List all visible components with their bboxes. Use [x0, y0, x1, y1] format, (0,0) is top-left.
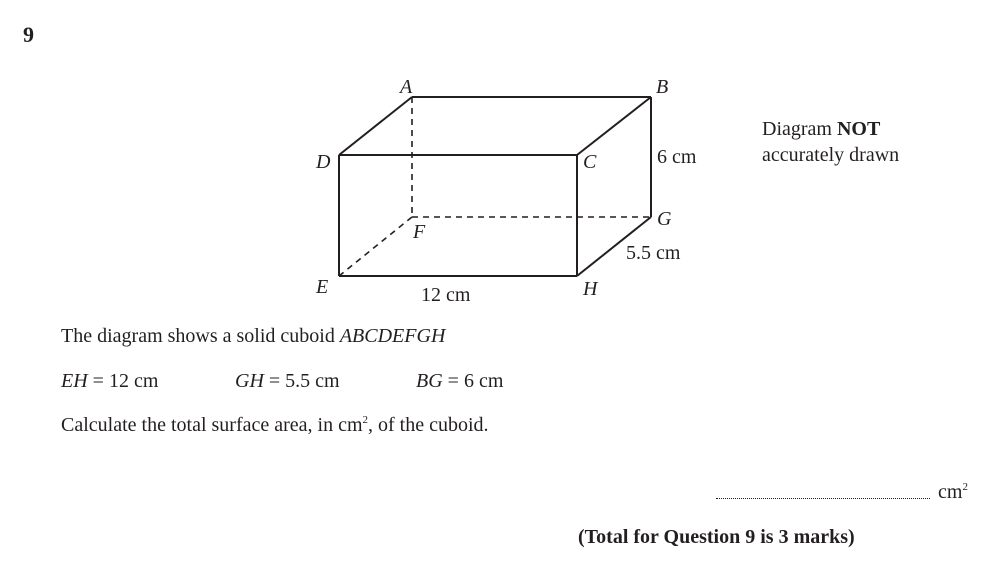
measurement-eh-name: EH [61, 370, 88, 392]
measurement-bg-value: = 6 cm [442, 370, 504, 392]
measurement-gh-name: GH [235, 370, 264, 392]
edge-bc [577, 97, 651, 155]
measurement-gh [235, 370, 340, 393]
instruction-text-end: , of the cuboid. [368, 414, 489, 436]
answer-unit [938, 481, 968, 504]
total-marks: (Total for Question 9 is 3 marks) [578, 526, 855, 548]
measurement-eh-value: = 12 cm [87, 370, 159, 392]
question-number: 9 [23, 22, 34, 47]
edge-label-bg: 6 cm [657, 146, 697, 168]
measurement-bg-name: BG [416, 370, 443, 392]
edge-fe [339, 217, 412, 276]
vertex-label-g: G [657, 208, 672, 230]
edge-label-eh: 12 cm [421, 284, 471, 306]
measurement-eh [61, 370, 158, 393]
diagram-note-emphasis: NOT [836, 118, 881, 140]
measurement-bg [416, 370, 503, 393]
answer-unit-text: cm [938, 481, 963, 503]
diagram-note-prefix: Diagram [762, 118, 832, 140]
vertex-label-c: C [583, 151, 597, 173]
vertex-label-b: B [656, 76, 669, 98]
vertex-label-f: F [413, 221, 426, 243]
instruction-superscript: 2 [362, 414, 369, 426]
cuboid-edges [339, 97, 651, 276]
intro-line [61, 325, 445, 348]
measurement-gh-value: = 5.5 cm [263, 370, 340, 392]
vertex-label-a: A [400, 76, 413, 98]
diagram-note-line2: accurately drawn [762, 144, 900, 166]
hidden-edges [339, 97, 651, 276]
edge-label-gh: 5.5 cm [626, 242, 681, 264]
vertex-label-d: D [316, 151, 331, 173]
vertex-label-e: E [316, 276, 329, 298]
instruction-text: Calculate the total surface area, in cm [61, 414, 363, 436]
intro-text: The diagram shows a solid cuboid [61, 325, 340, 347]
diagram-note [762, 116, 899, 168]
answer-unit-superscript: 2 [962, 481, 968, 493]
edge-da [339, 97, 412, 155]
vertex-label-h: H [583, 278, 598, 300]
intro-shape-name: ABCDEFGH [339, 325, 446, 347]
answer-line[interactable] [716, 484, 930, 499]
instruction-line [61, 414, 489, 437]
